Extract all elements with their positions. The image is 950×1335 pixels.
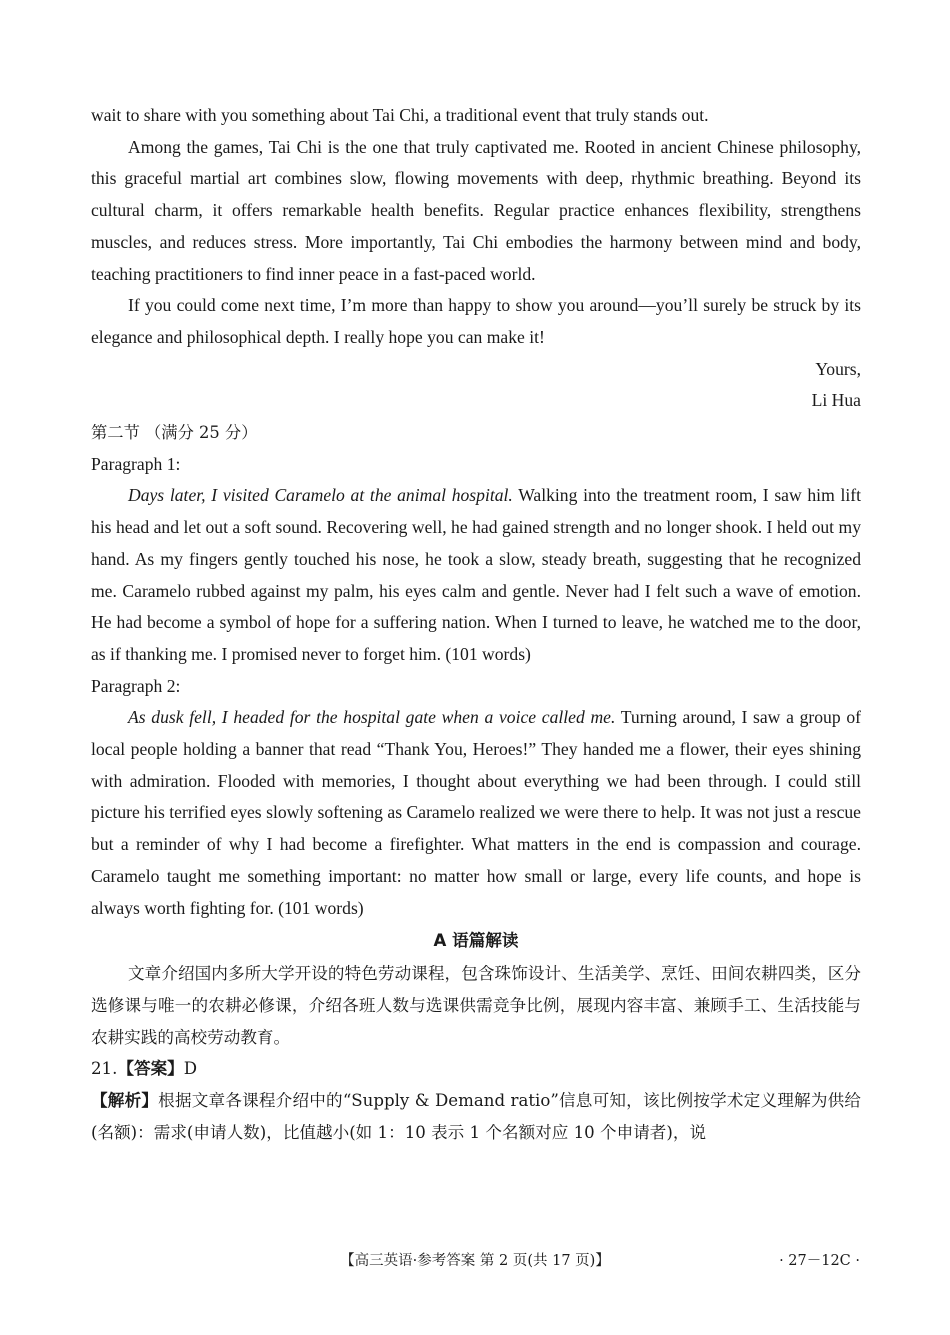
letter-closing: Yours, <box>815 358 861 379</box>
reading-a-title: A 语篇解读 <box>433 931 519 951</box>
reading-a-summary: 文章介绍国内多所大学开设的特色劳动课程，包含珠饰设计、生活美学、烹饪、田间农耕四类，区分选修课与唯一的农耕必修课，介绍各班人数与选课供需竞争比例，展现内容丰富、兼顾手工、生活技能与农耕实践的高校劳动教育。 <box>91 964 861 1047</box>
paragraph-2-lead: As dusk fell, I headed for the hospital gate when a voice called me. <box>128 707 616 728</box>
letter-signature: Li Hua <box>811 390 861 411</box>
analysis-tag: 【解析】 <box>91 1090 159 1111</box>
footer-page-info: 【高三英语·参考答案 第 2 页(共 17 页)】 <box>340 1253 610 1269</box>
section-title: 第二节 （满分 25 分） <box>91 423 258 443</box>
page-content <box>91 100 861 1149</box>
analysis-text: 根据文章各课程介绍中的“Supply & Demand ratio”信息可知，该比例按学术定义理解为供给(名额)：需求(申请人数)，比值越小(如 1：10 表示 1 个名额对应 10 个申请者)，说 <box>91 1091 861 1142</box>
letter-line-0: wait to share with you something about Tai Chi, a traditional event that truly stands out. <box>91 105 709 125</box>
answer-tag: 【答案】 <box>117 1058 184 1079</box>
paragraph-1-body: Walking into the treatment room, I saw him lift his head and let out a soft sound. Recovering well, he had gained strength and no longer shook. I held out my hand. As my fingers gently touched his nose, he took a slow, steady breath, suggesting that he recognized me. Caramelo rubbed against my palm, his eyes calm and gentle. Never had I felt such a wave of emotion. He had become a symbol of hope for a suffering nation. When I turned to leave, he watched me to the door, as if thanking me. I promised never to forget him. (101 words) <box>91 485 861 664</box>
paragraph-1-label: Paragraph 1: <box>91 453 181 474</box>
letter-paragraph-2: If you could come next time, I’m more than happy to show you around—you’ll surely be struck by its elegance and philosophical depth. I really hope you can make it! <box>91 295 861 347</box>
footer-code: · 27－12C · <box>779 1253 860 1269</box>
paragraph-2-text <box>91 702 861 924</box>
paragraph-2-label: Paragraph 2: <box>91 675 181 696</box>
question-21-answer <box>91 1053 861 1085</box>
answer-value: D <box>183 1059 198 1079</box>
question-number: 21. <box>91 1059 118 1079</box>
question-21-analysis <box>91 1085 861 1148</box>
paragraph-1-lead: Days later, I visited Caramelo at the animal hospital. <box>128 485 513 506</box>
paragraph-2-body: Turning around, I saw a group of local people holding a banner that read “Thank You, Heroes!” They handed me a flower, their eyes shining with admiration. Flooded with memories, I thought about everything we had been through. I could still picture his terrified eyes slowly softening as Caramelo realized we were there to help. It was not just a rescue but a reminder of why I had become a firefighter. What matters in the end is compassion and courage. Caramelo taught me something important: no matter how small or large, every life counts, and hope is always worth fighting for. (101 words) <box>91 707 861 918</box>
letter-paragraph-1: Among the games, Tai Chi is the one that truly captivated me. Rooted in ancient Chinese philosophy, this graceful martial art combines slow, flowing movements with deep, rhythmic breathing. Beyond its cultural charm, it offers remarkable health benefits. Regular practice enhances flexibility, strengthens muscles, and reduces stress. More importantly, Tai Chi embodies the harmony between mind and body, teaching practitioners to find inner peace in a fast-paced world. <box>91 136 861 284</box>
paragraph-1-text <box>91 480 861 670</box>
page-footer <box>0 1249 950 1279</box>
